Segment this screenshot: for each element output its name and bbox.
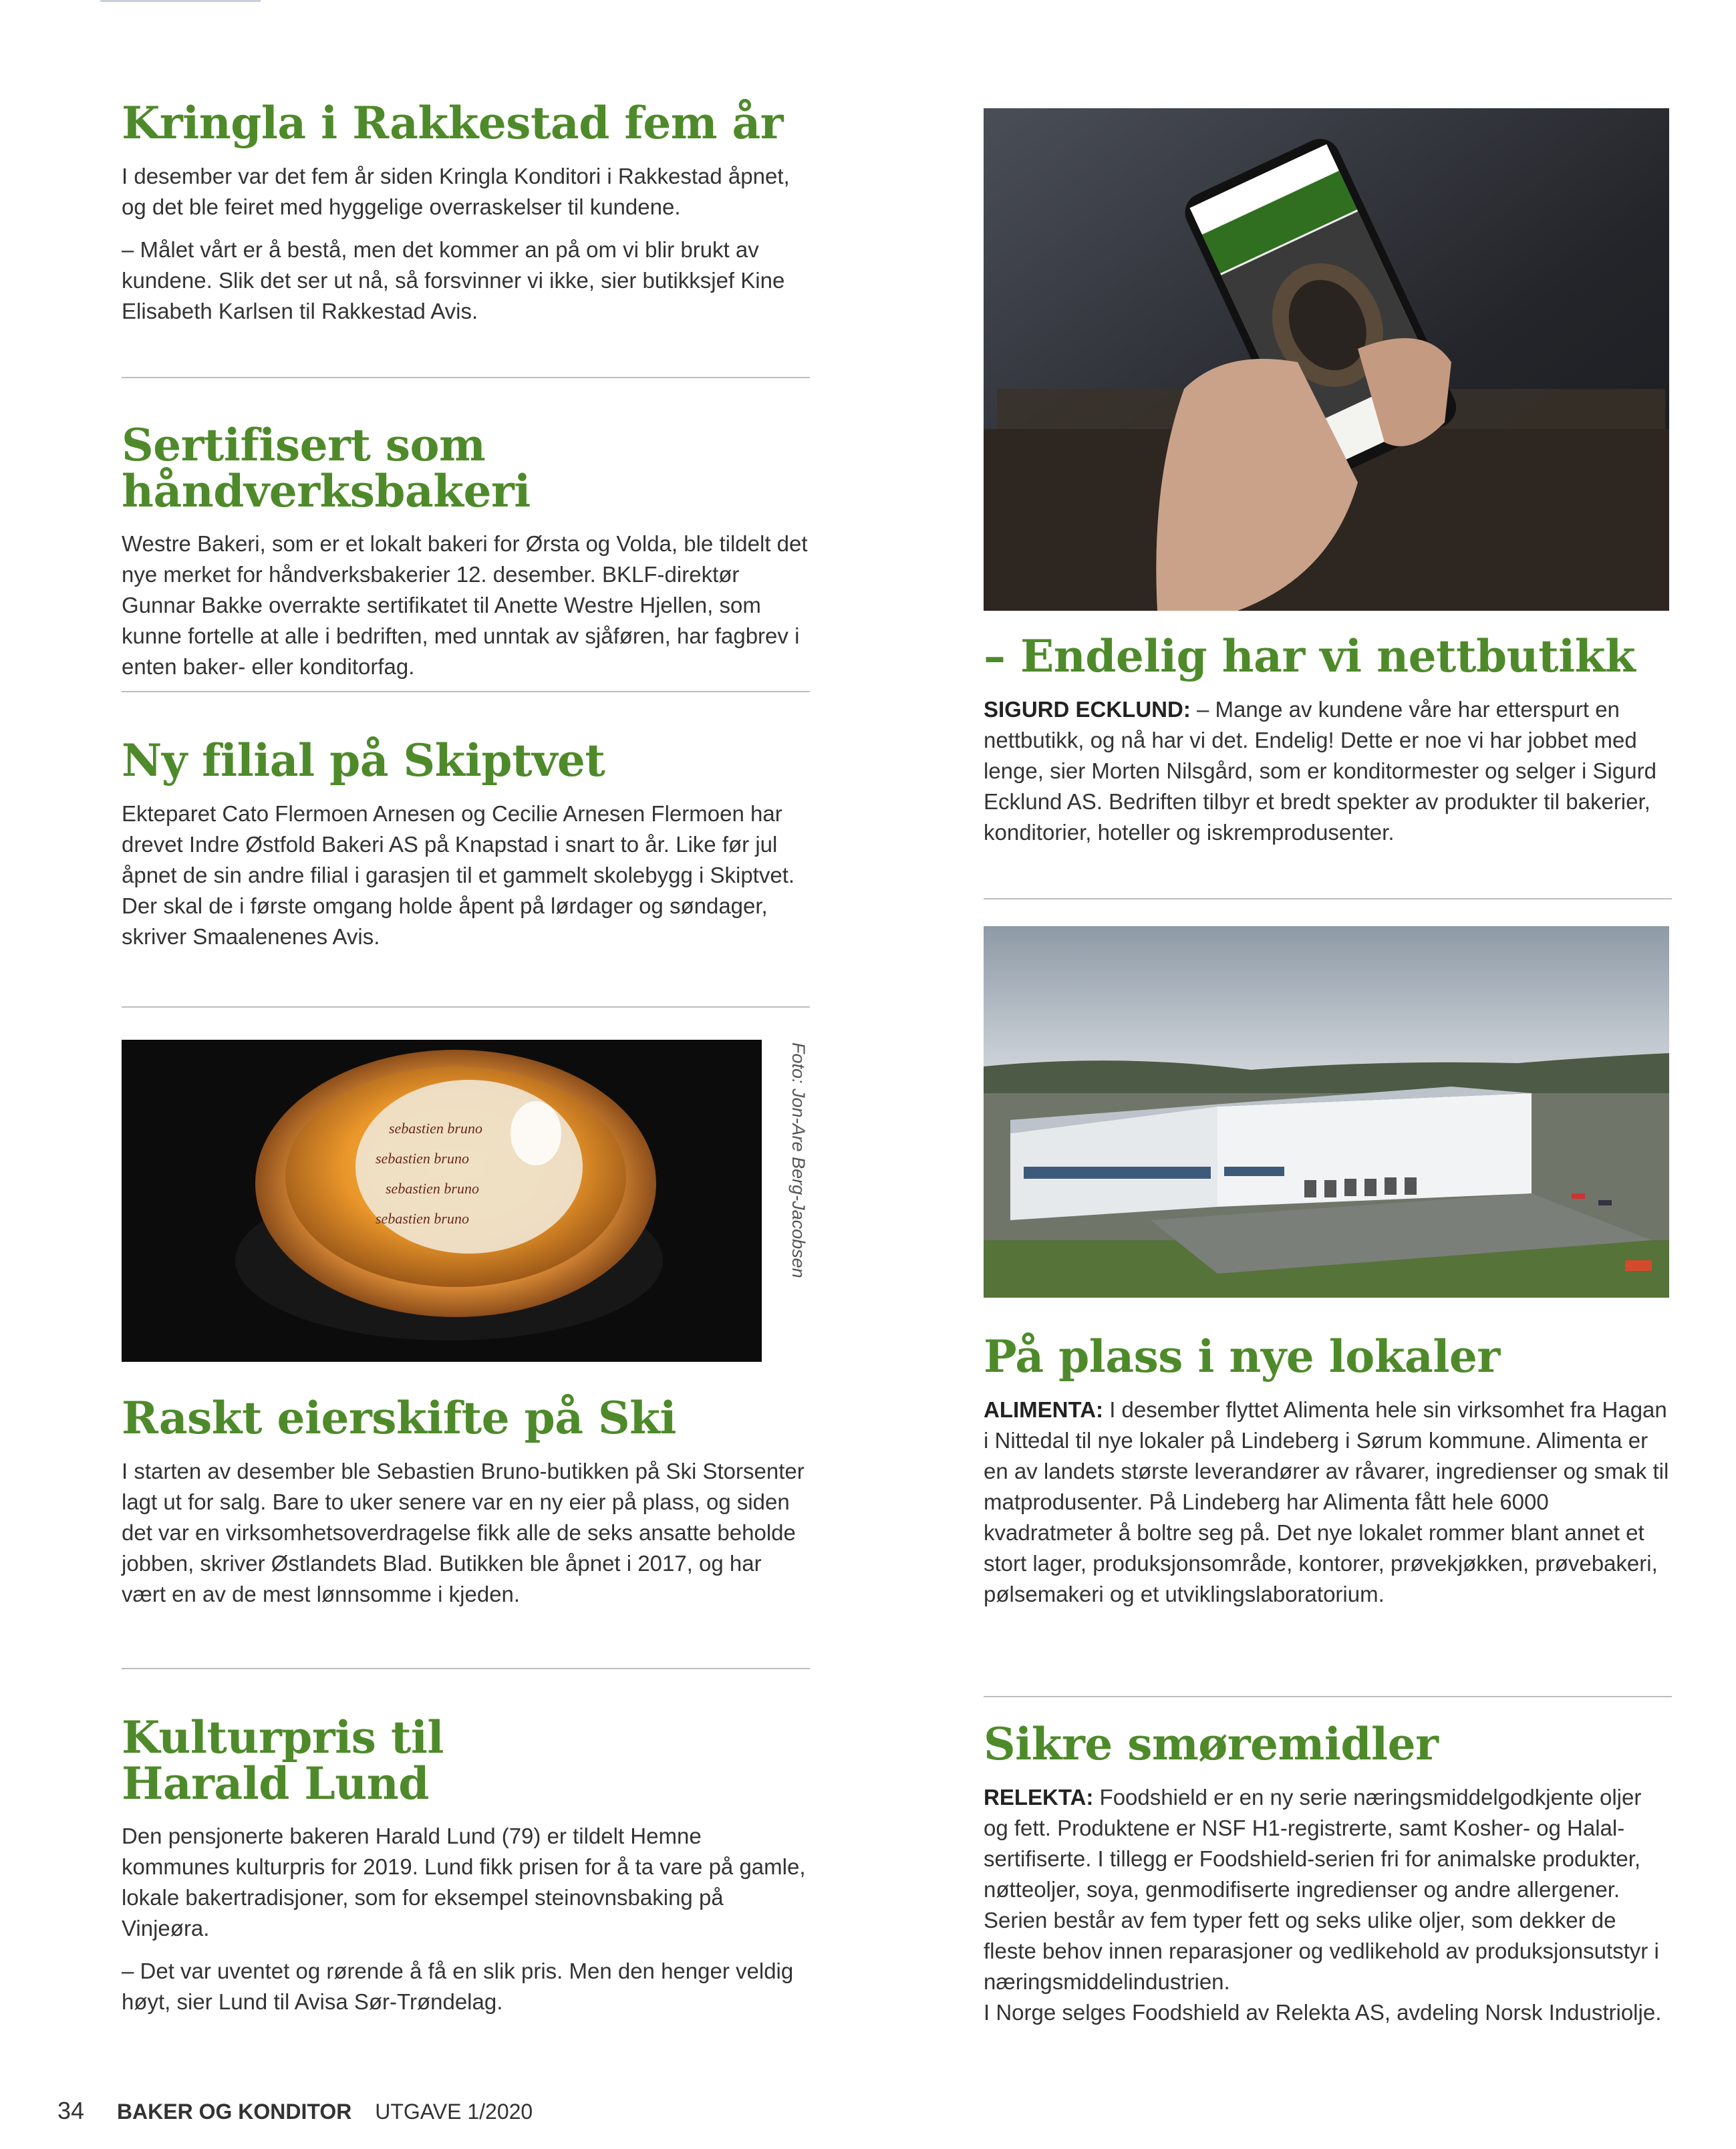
article-title: Ny filial på Skiptvet xyxy=(122,734,605,786)
title-line: Kulturpris til xyxy=(122,1711,444,1763)
tart-label-text: sebastien bruno xyxy=(376,1150,469,1167)
article-text: I desember flyttet Alimenta hele sin virksomhet fra Hagan i Nittedal til nye lokaler på Lindeberg i Sørum kommune. Alimenta er en av landets største leverandører av råvarer, ingredienser og smak til matprodusenter. På Lindeberg har Alimenta fått hele 6000 kvadratmeter å boltre seg på. Det nye lokalet rommer blant annet et stort lager, produksjonsområde, kontorer, prøvekjøkken, prøvebakeri, pølsemakeri og et utviklingslaboratorium. xyxy=(984,1397,1669,1606)
article-sertifisert xyxy=(122,419,811,682)
divider xyxy=(984,1696,1672,1697)
article-lokaler xyxy=(984,1330,1672,1610)
article-text: Foodshield er en ny serie næringsmiddelgodkjente oljer og fett. Produktene er NSF H1-registrerte, samt Kosher- og Halal-sertifiserte. I tillegg er Foodshield-serien fri for animalske produkter, nøtteoljer, soya, genmodifiserte ingredienser og andre allergener. Serien består av fem typer fett og seks ulike oljer, som dekker de fleste behov innen reparasjoner og vedlikehold av produksjonsutstyr i næringsmiddelindustrien. xyxy=(984,1784,1659,1994)
article-eierskifte xyxy=(122,1392,811,1610)
divider xyxy=(122,377,810,378)
article-body: Westre Bakeri, som er et lokalt bakeri for Ørsta og Volda, ble tildelt det nye merket for håndverksbakerier 12. desember. BKLF-direktør Gunnar Bakke overrakte sertifikatet til Anette Westre Hjellen, som kunne fortelle at alle i bedriften, med unntak av sjåføren, har fagbrev i enten baker- eller konditorfag. xyxy=(122,531,808,680)
page-footer xyxy=(57,2097,533,2125)
tart-illustration xyxy=(122,1040,762,1362)
tart-label-text: sebastien bruno xyxy=(389,1120,482,1137)
building-illustration xyxy=(984,926,1669,1298)
article-body xyxy=(984,1782,1672,2028)
article-body: – Det var uventet og rørende å få en slik pris. Men den henger veldig høyt, sier Lund til Avisa Sør-Trøndelag. xyxy=(122,1959,794,2015)
article-body xyxy=(984,694,1672,848)
magazine-name: BAKER OG KONDITOR xyxy=(116,2100,352,2124)
tart-label-text: sebastien bruno xyxy=(376,1210,469,1227)
top-edge-line xyxy=(100,0,261,2)
article-body: Den pensjonerte bakeren Harald Lund (79) er tildelt Hemne kommunes kulturpris for 2019. Lund fikk prisen for å ta vare på gamle, lokale bakertradisjoner, som for eksempel steinovnsbaking på Vinjeøra. xyxy=(122,1824,806,1941)
article-text: – Mange av kundene våre har etterspurt en nettbutikk, og nå har vi det. Endelig! Dette er noe vi har jobbet med lenge, sier Morten Nilsgård, som er konditormester og selger i Sigurd Ecklund AS. Bedriften tilbyr et bredt spekter av produkter til bakerier, konditorier, hoteller og iskremprodusenter. xyxy=(984,696,1656,845)
issue-label: UTGAVE 1/2020 xyxy=(375,2100,533,2124)
article-nettbutikk xyxy=(984,630,1672,848)
tart-photo xyxy=(122,1040,762,1362)
article-kringla xyxy=(122,97,811,327)
article-filial xyxy=(122,734,811,952)
article-lead: SIGURD ECKLUND: xyxy=(984,696,1191,722)
divider xyxy=(122,1668,810,1669)
article-title: På plass i nye lokaler xyxy=(984,1330,1500,1383)
divider xyxy=(984,898,1672,899)
article-text: I Norge selges Foodshield av Relekta AS, avdeling Norsk Industriolje. xyxy=(984,1999,1662,2025)
article-body: I desember var det fem år siden Kringla Konditori i Rakkestad åpnet, og det ble feiret med hyggelige overraskelser til kundene. xyxy=(122,163,790,219)
divider xyxy=(122,1006,810,1008)
article-lead: RELEKTA: xyxy=(984,1784,1094,1810)
article-title: Sikre smøremidler xyxy=(984,1718,1439,1770)
phone-photo xyxy=(984,108,1669,611)
divider xyxy=(122,691,810,692)
article-title: Raskt eierskifte på Ski xyxy=(122,1392,676,1444)
article-body xyxy=(984,1395,1672,1610)
building-photo xyxy=(984,926,1669,1298)
tart-label-text: sebastien bruno xyxy=(386,1180,479,1197)
article-body: Ekteparet Cato Flermoen Arnesen og Cecilie Arnesen Flermoen har drevet Indre Østfold Bakeri AS på Knapstad i snart to år. Like før jul åpnet de sin andre filial i garasjen til et gammelt skolebygg i Skiptvet. Der skal de i første omgang holde åpent på lørdager og søndager, skriver Smaalenenes Avis. xyxy=(122,801,795,949)
title-line: Harald Lund xyxy=(122,1757,429,1810)
article-smoremidler xyxy=(984,1718,1672,2028)
article-body: – Målet vårt er å bestå, men det kommer an på om vi blir brukt av kundene. Slik det ser ut nå, så forsvinner vi ikke, sier butikksjef Kine Elisabeth Karlsen til Rakkestad Avis. xyxy=(122,237,785,323)
article-kulturpris xyxy=(122,1711,811,2017)
article-body: I starten av desember ble Sebastien Bruno-butikken på Ski Storsenter lagt ut for salg. Bare to uker senere var en ny eier på plass, og siden det var en virksomhetsoverdragelse fikk alle de seks ansatte beholde jobben, skriver Østlandets Blad. Butikken ble åpnet i 2017, og har vært en av de mest lønnsomme i kjeden. xyxy=(122,1458,805,1606)
phone-illustration xyxy=(984,108,1669,611)
article-title: Sertifisert som håndverksbakeri xyxy=(122,419,531,517)
article-lead: ALIMENTA: xyxy=(984,1397,1104,1422)
article-title xyxy=(122,1711,811,1810)
article-title: Kringla i Rakkestad fem år xyxy=(122,97,784,149)
photo-credit: Foto: Jon-Are Berg-Jacobsen xyxy=(788,1042,809,1278)
page-number: 34 xyxy=(57,2097,85,2124)
article-title: – Endelig har vi nettbutikk xyxy=(984,630,1636,682)
